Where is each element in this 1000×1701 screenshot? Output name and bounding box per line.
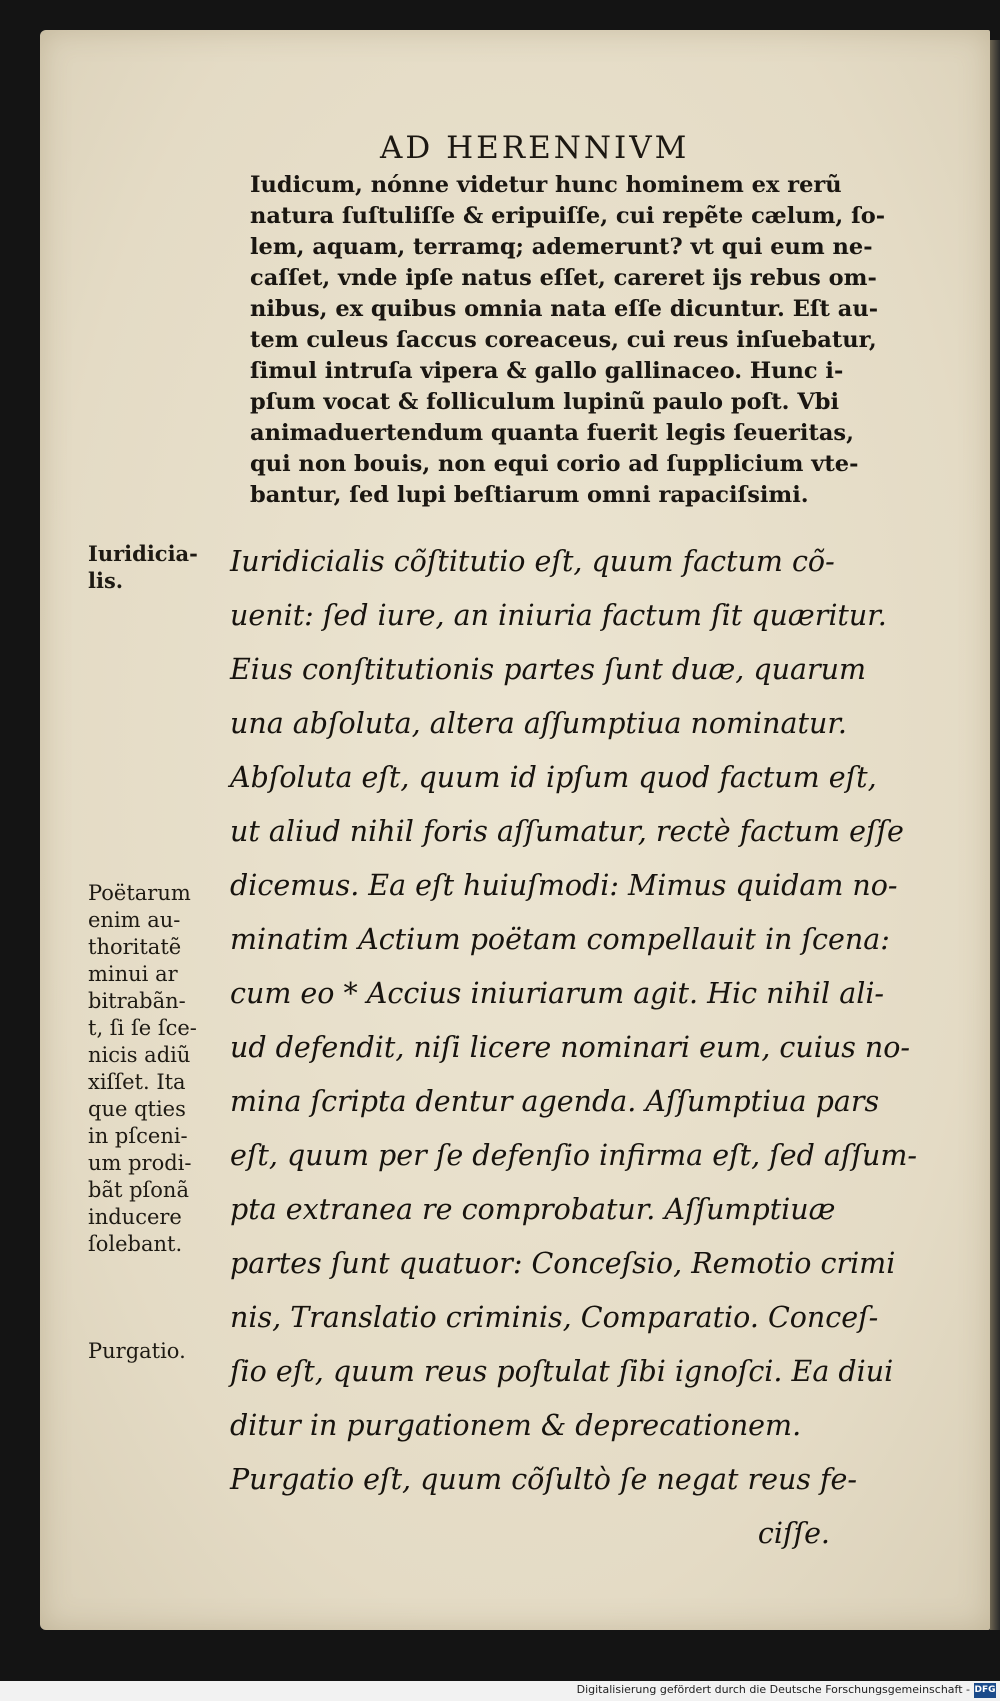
margin-line: bitrabãn-: [88, 989, 186, 1013]
funding-credit: Digitalisierung gefördert durch die Deutsche Forschungsgemeinschaft -: [576, 1683, 970, 1696]
margin-line: que qties: [88, 1097, 186, 1121]
text-line: bantur, ſed lupi beſtiarum omni rapaciſsimi.: [250, 482, 809, 508]
page-edge: [990, 40, 1000, 1630]
text-line: ſimul intruſa vipera & gallo gallinaceo. Hunc i-: [250, 358, 844, 384]
text-line: dicemus. Ea eſt huiuſmodi: Mimus quidam no-: [230, 869, 898, 902]
text-line: Iuridicialis cõſtitutio eſt, quum factum cõ-: [230, 545, 835, 578]
text-line: cum eo * Accius iniuriarum agit. Hic nihil ali-: [230, 977, 885, 1010]
margin-note-purgatio: [88, 1338, 228, 1365]
running-head: AD HERENNIVM: [380, 130, 690, 166]
margin-line: thoritatẽ: [88, 935, 182, 959]
margin-line: bãt pſonã: [88, 1178, 189, 1202]
margin-line: um prodi-: [88, 1151, 192, 1175]
text-line: ut aliud nihil foris aſſumatur, rectè factum eſſe: [230, 815, 904, 848]
footer-bar: [0, 1681, 1000, 1701]
text-line: ud defendit, niſi licere nominari eum, cuius no-: [230, 1031, 911, 1064]
text-line: Eius conſtitutionis partes ſunt duæ, quarum: [230, 653, 866, 686]
margin-note-poetarum: [88, 880, 228, 1258]
text-line: tem culeus ſaccus coreaceus, cui reus inſuebatur,: [250, 327, 877, 353]
text-line: una abſoluta, altera aſſumptiua nominatur.: [230, 707, 847, 740]
text-line: mina ſcripta dentur agenda. Aſſumptiua pars: [230, 1085, 880, 1118]
text-line: ciſſe.: [757, 1517, 830, 1550]
margin-line: inducere: [88, 1205, 182, 1229]
margin-line: xiſſet. Ita: [88, 1070, 186, 1094]
text-line: ſio eſt, quum reus poſtulat ſibi ignoſci. Ea diui: [230, 1355, 894, 1388]
text-line: Purgatio eſt, quum cõſultò ſe negat reus fe-: [230, 1463, 858, 1496]
text-line: natura ſuſtuliſſe & eripuiſſe, cui repẽte cælum, ſo-: [250, 203, 886, 229]
italic-text-block: [230, 535, 918, 1561]
margin-line: t, ſi ſe ſce-: [88, 1016, 197, 1040]
text-line: partes ſunt quatuor: Conceſsio, Remotio crimi: [230, 1247, 896, 1280]
margin-line: nicis adiũ: [88, 1043, 191, 1067]
margin-line: Iuridicia-: [88, 541, 198, 566]
text-line: eſt, quum per ſe defenſio infirma eſt, ſed aſſum-: [230, 1139, 918, 1172]
margin-line: Poëtarum: [88, 881, 191, 905]
text-line: Iudicum, nónne videtur hunc hominem ex rerũ: [250, 172, 842, 198]
margin-line: lis.: [88, 568, 124, 593]
margin-line: in pſceni-: [88, 1124, 188, 1148]
text-line: lem, aquam, terramq; ademerunt? vt qui eum ne-: [250, 234, 873, 260]
text-line: Abſoluta eſt, quum id ipſum quod factum eſt,: [230, 761, 877, 794]
margin-line: ſolebant.: [88, 1232, 183, 1256]
text-line: pſum vocat & folliculum lupinũ paulo poſt. Vbi: [250, 389, 840, 415]
dfg-logo: DFG: [974, 1683, 996, 1698]
text-line: caſſet, vnde ipſe natus eſſet, careret ĳs rebus om-: [250, 265, 877, 291]
margin-line: Purgatio.: [88, 1339, 186, 1363]
text-line: animaduertendum quanta fuerit legis ſeueritas,: [250, 420, 854, 446]
margin-line: minui ar: [88, 962, 178, 986]
text-line: nibus, ex quibus omnia nata eſſe dicuntur. Eſt au-: [250, 296, 879, 322]
text-line: qui non bouis, non equi corio ad ſupplicium vte-: [250, 451, 859, 477]
text-line: ditur in purgationem & deprecationem.: [230, 1409, 802, 1442]
margin-line: enim au-: [88, 908, 181, 932]
margin-note-iuridicialis: [88, 540, 228, 594]
text-line: uenit: ſed iure, an iniuria factum ſit quæritur.: [230, 599, 887, 632]
text-line: nis, Translatio criminis, Comparatio. Conceſ-: [230, 1301, 879, 1334]
roman-text-block: [250, 170, 900, 511]
text-line: minatim Actium poëtam compellauit in ſcena:: [230, 923, 890, 956]
text-line: pta extranea re comprobatur. Aſſumptiuæ: [230, 1193, 836, 1226]
